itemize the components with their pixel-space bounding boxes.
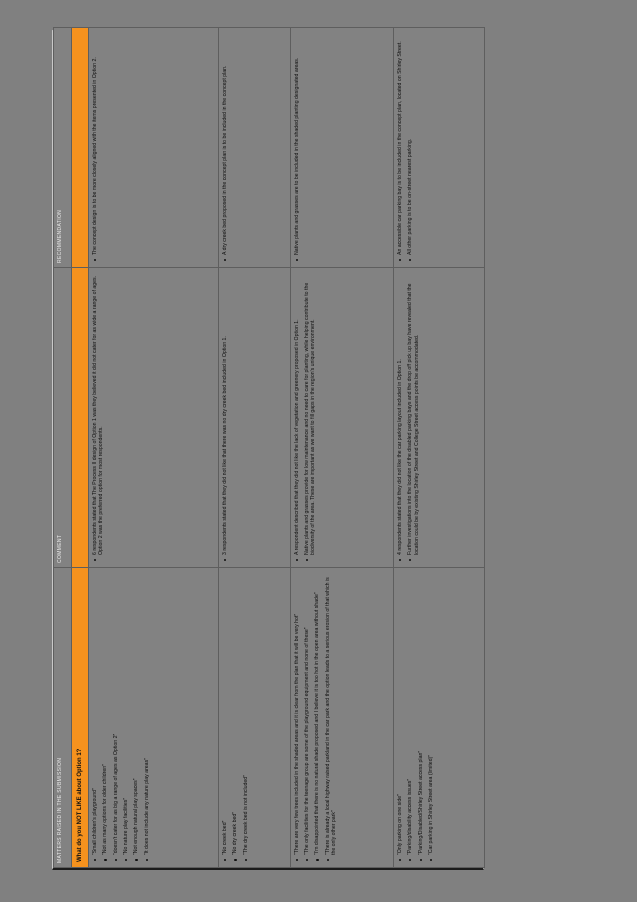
bullet-item: “No dry creek bed” [232, 572, 238, 855]
recommendation-list [222, 32, 228, 263]
bullet-item: A dry creek bed proposed in the concept plan is to be included in the concept plan. [222, 32, 228, 255]
cell-matters [393, 568, 484, 868]
bullet-item: An accessible car parking bay is to be included in the concept plan, located on Shirley Street. [397, 32, 403, 255]
table-header [54, 28, 72, 868]
table-row [290, 28, 393, 868]
bullet-item: “Car parking in Shirley Street area (limited)” [428, 572, 434, 855]
column-header-matters: MATTERS RAISED IN THE SUBMISSION [54, 568, 72, 868]
bullet-item: Native plants and grasses are to be included in the shaded planting designated areas. [294, 32, 300, 255]
recommendation-list [397, 32, 414, 263]
matters-list [92, 572, 150, 863]
cell-recommendation [290, 28, 393, 268]
bullet-item: “Not enough natural play spaces” [133, 572, 139, 855]
matters-list [222, 572, 249, 863]
bullet-item: “Parking/Disabled/Shirley Street access plan” [418, 572, 424, 855]
bullet-item: Further investigations into the location of the disabled parking bays and the drop off pick up bay have revealed that the location could be by existing Shirley Street and College Street access points be accommodated. [407, 272, 420, 555]
cell-matters [89, 568, 219, 868]
cell-comment [89, 268, 219, 568]
bullet-item: “Only parking on one side” [397, 572, 403, 855]
recommendation-list [92, 32, 98, 263]
comment-list [92, 272, 105, 563]
bullet-item: “doesn't cater for as big a range of ages as Option 2” [113, 572, 119, 855]
section-banner-row [72, 28, 89, 868]
cell-comment [393, 268, 484, 568]
cell-comment [219, 268, 291, 568]
bullet-item: 3 respondents stated that they did not like that there was no dry creek bed included in Option 1. [222, 272, 228, 555]
cell-matters [219, 568, 291, 868]
bullet-item: A respondent described that they did not like the lack of vegetation and greenery proposed in Option 1. [294, 272, 300, 555]
comment-list [222, 272, 228, 563]
bullet-item: “Parking/disability access issues” [407, 572, 413, 855]
table-row [89, 28, 219, 868]
bullet-item: “The dry creek bed is not included” [243, 572, 249, 855]
bullet-item: “Not as many options for older children” [102, 572, 108, 855]
table-row [219, 28, 291, 868]
bullet-item: “There is already a local highway raised parkland in the car park and the option leads to a serious erosion of that which is the only other park” [325, 572, 338, 855]
cell-recommendation [89, 28, 219, 268]
cell-matters [290, 568, 393, 868]
cell-recommendation [219, 28, 291, 268]
banner-fill-recommendation [72, 28, 88, 267]
matters-list [397, 572, 434, 863]
bullet-item: 4 respondents stated that they did not like the car parking layout included in Option 1. [397, 272, 403, 555]
comment-list [294, 272, 317, 563]
bullet-item: “Small children's playground” [92, 572, 98, 855]
bullet-item: “There are very few trees included in the shaded areas and it is clear from the plan that it will be very hot” [294, 572, 300, 855]
matters-list [294, 572, 338, 863]
bullet-item: “The only facilities for the teenage group are some of the playground equipment and none of these” [304, 572, 310, 855]
column-header-comment: COMMENT [54, 268, 72, 568]
submission-matters-table [53, 27, 485, 868]
table-row [393, 28, 484, 868]
bullet-item: Native plants and grasses provide for low maintenance and no need to care for planting, while helping contribute to the biodiversity of the area. These are important as we want to fill gaps in the region's unique environment. [304, 272, 317, 555]
bullet-item: “I'm disappointed that there is no natural shade proposed and I believe it is too hot in the open area without shade” [314, 572, 320, 855]
document-page [52, 30, 484, 870]
bullet-item: All other parking is to be on-street nearest parking. [407, 32, 413, 255]
banner-cell-comment [72, 268, 89, 568]
banner-cell-matters [72, 568, 89, 868]
bullet-item: “No creek bed” [222, 572, 228, 855]
banner-cell-recommendation [72, 28, 89, 268]
cell-recommendation [393, 28, 484, 268]
recommendation-list [294, 32, 300, 263]
cell-comment [290, 268, 393, 568]
banner-fill-comment [72, 268, 88, 567]
bullet-item: 6 respondents stated that The Process II design of Option 1 was they believed it did not cater for as wide a range of ages. Option 2 was the preferred option for most respondents. [92, 272, 105, 555]
banner-label: What do you NOT LIKE about Option 1? [72, 568, 88, 867]
bullet-item: “It does not include any nature play areas” [144, 572, 150, 855]
table-body [72, 28, 485, 868]
column-header-recommendation: RECOMMENDATION [54, 28, 72, 268]
comment-list [397, 272, 420, 563]
bullet-item: The concept design is to be more closely aligned with the items presented in Option 2. [92, 32, 98, 255]
bullet-item: “No nature play facilities” [123, 572, 129, 855]
